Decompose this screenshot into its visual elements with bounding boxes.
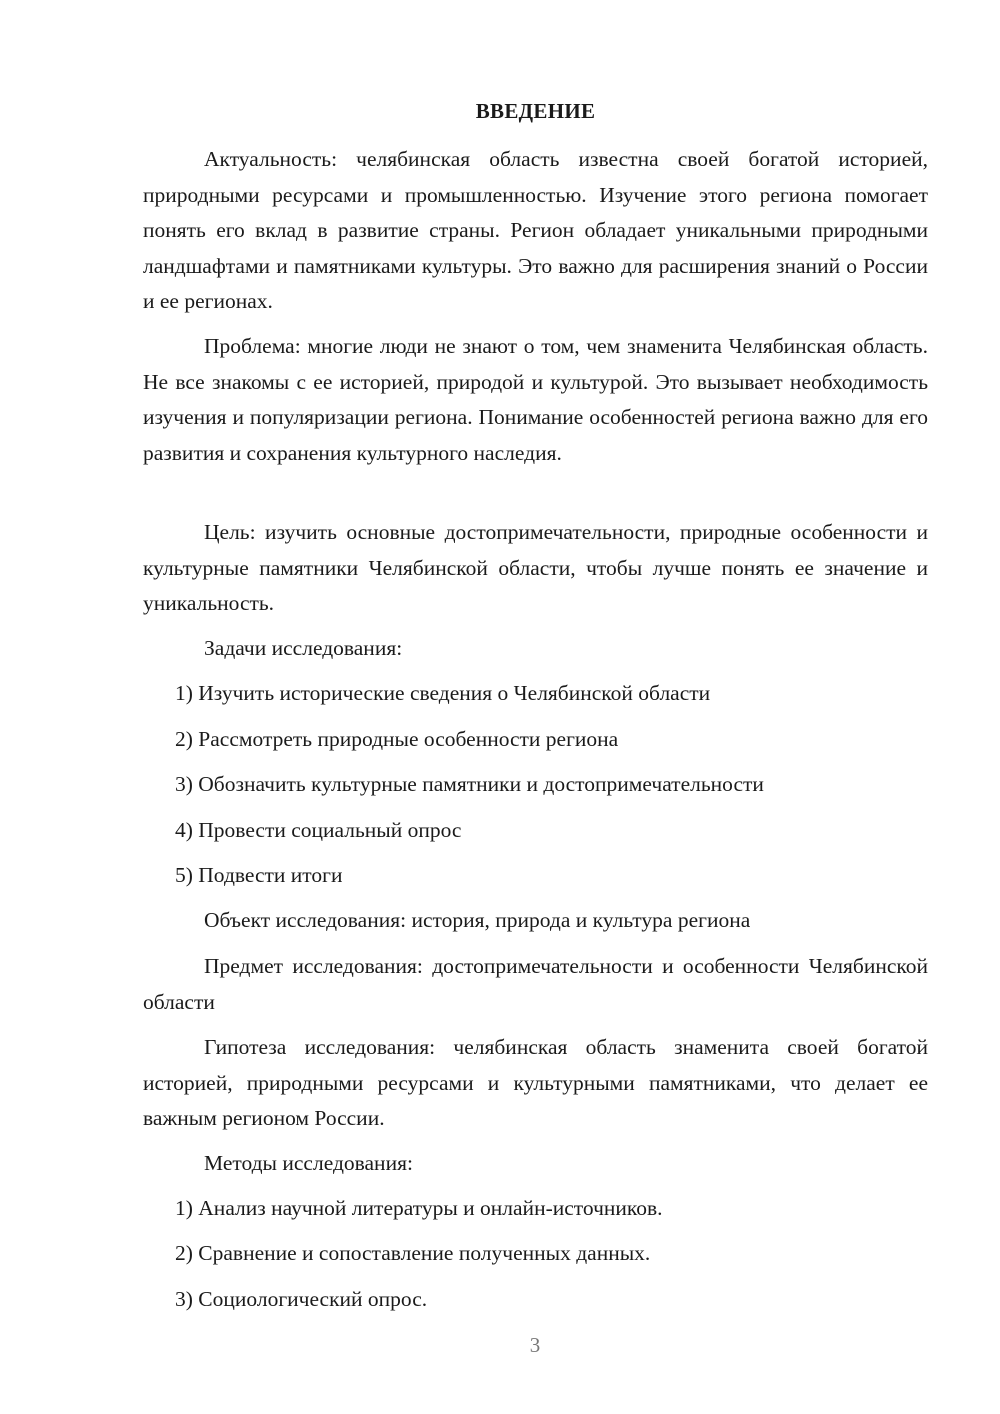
problem-paragraph: Проблема: многие люди не знают о том, чем знаменита Челябинская область. Не все знакомы с ее историей, природой и культурой. Это вызывает необходимость изучения и популяризации региона. Понимание особенностей региона важно для его развития и сохранения культурного наследия. <box>143 334 928 465</box>
task-item: 2) Рассмотреть природные особенности региона <box>175 727 619 751</box>
hypothesis-paragraph: Гипотеза исследования: челябинская область знаменита своей богатой историей, природными ресурсами и культурными памятниками, что делает ее важным регионом России. <box>143 1035 928 1130</box>
method-item: 1) Анализ научной литературы и онлайн-источников. <box>175 1196 663 1220</box>
task-item: 1) Изучить исторические сведения о Челябинской области <box>175 681 711 705</box>
object-paragraph: Объект исследования: история, природа и культура региона <box>204 908 751 932</box>
method-item: 3) Социологический опрос. <box>175 1287 428 1311</box>
subject-paragraph: Предмет исследования: достопримечательности и особенности Челябинской области <box>143 954 928 1014</box>
relevance-paragraph: Актуальность: челябинская область известна своей богатой историей, природными ресурсами и промышленностью. Изучение этого региона помогает понять его вклад в развитие страны. Регион обладает уникальными природными ландшафтами и памятниками культуры. Это важно для расширения знаний о России и ее регионах. <box>143 147 928 313</box>
relevance-paragraph-block <box>143 142 928 320</box>
problem-paragraph-block <box>143 329 928 471</box>
task-item: 5) Подвести итоги <box>175 863 343 887</box>
task-item: 4) Провести социальный опрос <box>175 818 462 842</box>
section-heading: ВВЕДЕНИЕ <box>475 99 596 123</box>
task-item: 3) Обозначить культурные памятники и достопримечательности <box>175 772 764 796</box>
methods-label: Методы исследования: <box>204 1151 413 1175</box>
method-item: 2) Сравнение и сопоставление полученных данных. <box>175 1241 651 1265</box>
page-number: 3 <box>529 1333 541 1357</box>
subject-paragraph-block <box>143 949 928 1020</box>
hypothesis-paragraph-block <box>143 1030 928 1137</box>
goal-paragraph-block <box>143 515 928 622</box>
goal-paragraph: Цель: изучить основные достопримечательности, природные особенности и культурные памятники Челябинской области, чтобы лучше понять ее значение и уникальность. <box>143 520 928 615</box>
tasks-label: Задачи исследования: <box>204 636 403 660</box>
